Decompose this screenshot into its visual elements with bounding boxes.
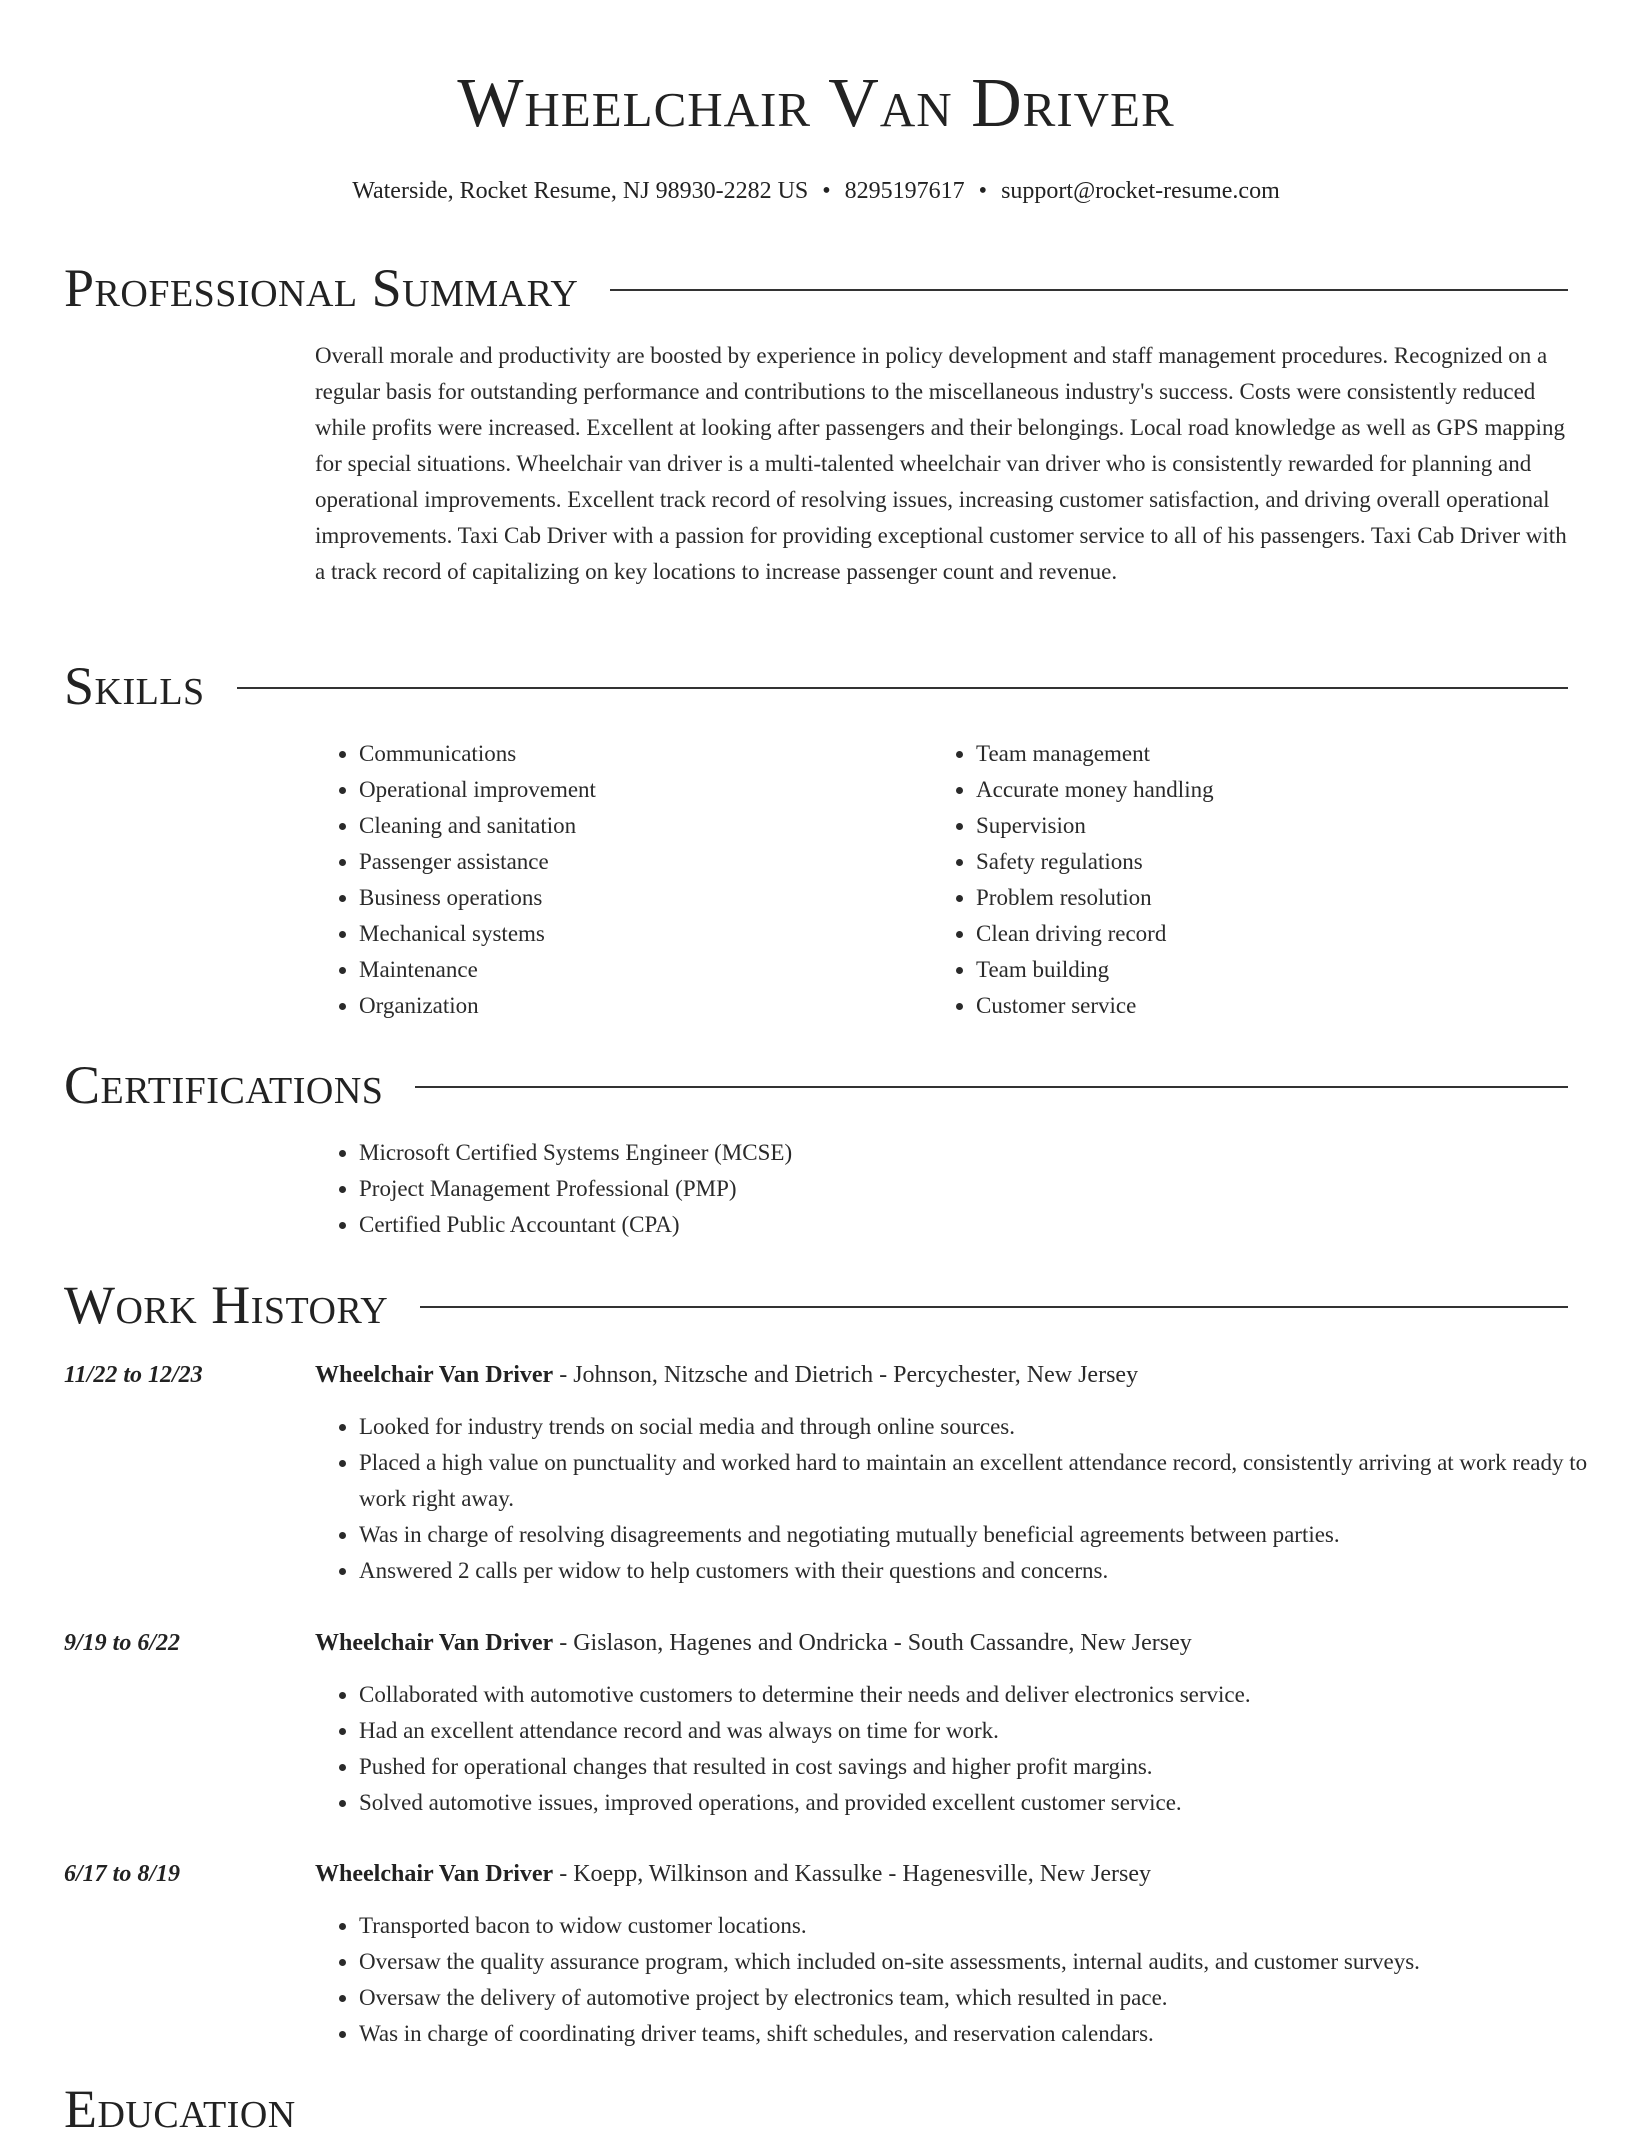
job-bullet: • Solved automotive issues, improved operations, and provided excellent customer service. [359, 1785, 1612, 1821]
contact-line [64, 175, 1568, 207]
contact-phone: 8295197617 [844, 178, 965, 204]
skills-section-header [64, 653, 1568, 719]
candidate-name: Wheelchair Van Driver [457, 65, 1175, 142]
skill-item: • Team building [976, 952, 1214, 988]
job-title: Wheelchair Van Driver [315, 1362, 554, 1388]
contact-email: support@rocket-resume.com [1001, 178, 1280, 204]
skill-item: • Organization [359, 988, 596, 1024]
job-title: Wheelchair Van Driver [315, 1630, 554, 1656]
job-title: Wheelchair Van Driver [315, 1861, 554, 1887]
job-bullet: • Answered 2 calls per widow to help customers with their questions and concerns. [359, 1553, 1612, 1589]
skill-item: • Operational improvement [359, 772, 596, 808]
job-bullet: • Was in charge of coordinating driver teams, shift schedules, and reservation calendars. [359, 2016, 1612, 2052]
education-section-title: Education [64, 2079, 296, 2139]
skill-item: • Problem resolution [976, 880, 1214, 916]
job-bullet: • Had an excellent attendance record and was always on time for work. [359, 1713, 1612, 1749]
skill-item: • Business operations [359, 880, 596, 916]
job-bullet: • Collaborated with automotive customers to determine their needs and deliver electronics service. [359, 1677, 1612, 1713]
job-employer-location: - Koepp, Wilkinson and Kassulke - Hagenesville, New Jersey [553, 1861, 1152, 1887]
section-divider [237, 687, 1568, 689]
job-dates: 9/19 to 6/22 [64, 1630, 181, 1656]
certifications-section-title: Certifications [64, 1055, 384, 1115]
skill-item: • Team management [976, 736, 1214, 772]
contact-separator: • [822, 178, 831, 204]
certification-item: • Certified Public Accountant (CPA) [359, 1207, 792, 1243]
skill-item: • Clean driving record [976, 916, 1214, 952]
certifications-list [315, 1135, 792, 1243]
skill-item: • Supervision [976, 808, 1214, 844]
skill-item: • Communications [359, 736, 596, 772]
summary-text: Overall morale and productivity are boosted by experience in policy development and staff management procedures. Recognized on a regular basis for outstanding performance and contributions to the miscellaneous industry's success. Costs were consistently reduced while profits were increased. Excellent at looking after passengers and their belongings. Local road knowledge as well as GPS mapping for special situations. Wheelchair van driver is a multi-talented wheelchair van driver who is consistently rewarded for planning and operational improvements. Excellent track record of resolving issues, increasing customer satisfaction, and driving overall operational improvements. Taxi Cab Driver with a passion for providing exceptional customer service to all of his passengers. Taxi Cab Driver with a track record of capitalizing on key locations to increase passenger count and revenue. [315, 343, 1567, 584]
section-divider [415, 1086, 1568, 1088]
job-dates: 6/17 to 8/19 [64, 1861, 181, 1887]
summary-section-header [64, 255, 1568, 321]
job-bullet: • Placed a high value on punctuality and worked hard to maintain an excellent attendance record, consistently arriving at work ready to work right away. [359, 1445, 1612, 1517]
job-heading [315, 1357, 1138, 1393]
section-divider [610, 289, 1568, 291]
skill-item: • Cleaning and sanitation [359, 808, 596, 844]
job-heading [315, 1856, 1151, 1892]
certification-item: • Project Management Professional (PMP) [359, 1171, 792, 1207]
work-history-section-title: Work History [64, 1275, 389, 1335]
skills-section-title: Skills [64, 656, 205, 716]
job-heading [315, 1625, 1192, 1661]
job-bullet: • Looked for industry trends on social media and through online sources. [359, 1409, 1612, 1445]
skills-left-column [315, 736, 596, 1024]
job-employer-location: - Johnson, Nitzsche and Dietrich - Percychester, New Jersey [553, 1362, 1139, 1388]
skill-item: • Mechanical systems [359, 916, 596, 952]
job-employer-location: - Gislason, Hagenes and Ondricka - South Cassandre, New Jersey [553, 1630, 1192, 1656]
certification-item: • Microsoft Certified Systems Engineer (MCSE) [359, 1135, 792, 1171]
skill-item: • Maintenance [359, 952, 596, 988]
job-bullet: • Oversaw the quality assurance program, which included on-site assessments, internal audits, and customer surveys. [359, 1944, 1612, 1980]
skill-item: • Accurate money handling [976, 772, 1214, 808]
education-section-header [64, 2076, 1568, 2142]
job-bullet: • Pushed for operational changes that resulted in cost savings and higher profit margins. [359, 1749, 1612, 1785]
contact-separator: • [978, 178, 988, 204]
job-bullet: • Oversaw the delivery of automotive project by electronics team, which resulted in pace. [359, 1980, 1612, 2016]
section-divider [420, 1306, 1568, 1308]
skills-right-column [932, 736, 1214, 1024]
job-bullet: • Transported bacon to widow customer locations. [359, 1908, 1612, 1944]
skill-item: • Passenger assistance [359, 844, 596, 880]
job-bullet: • Was in charge of resolving disagreements and negotiating mutually beneficial agreements between parties. [359, 1517, 1612, 1553]
skill-item: • Safety regulations [976, 844, 1214, 880]
work-history-section-header [64, 1272, 1568, 1338]
contact-address: Waterside, Rocket Resume, NJ 98930-2282 US [352, 178, 809, 204]
summary-section-title: Professional Summary [64, 258, 579, 318]
skill-item: • Customer service [976, 988, 1214, 1024]
job-dates: 11/22 to 12/23 [64, 1362, 203, 1388]
certifications-section-header [64, 1052, 1568, 1118]
